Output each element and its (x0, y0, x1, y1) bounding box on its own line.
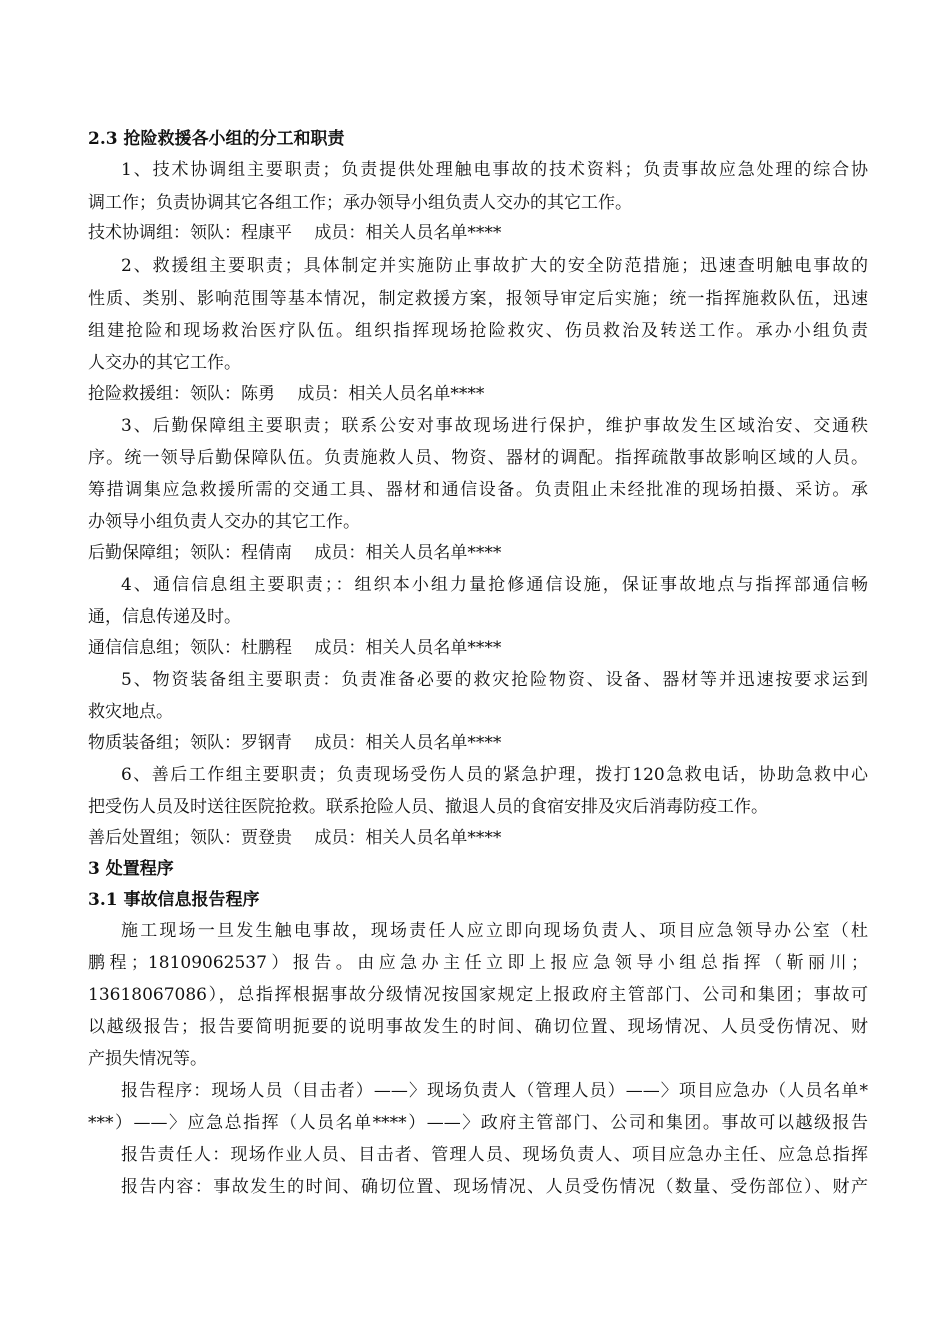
text-line: 后勤保障组；领队：程倩南 成员：相关人员名单**** (88, 543, 502, 563)
text-line: 2、救援组主要职责；具体制定并实施防止事故扩大的安全防范措施；迅速查明触电事故的 (121, 256, 868, 276)
text-line: 通，信息传递及时。 (88, 607, 241, 627)
section-heading: 3.1 事故信息报告程序 (88, 890, 260, 910)
text-line: 5、物资装备组主要职责：负责准备必要的救灾抢险物资、设备、器材等并迅速按要求运到 (121, 670, 868, 690)
text-line: ***）——〉应急总指挥（人员名单****）——〉政府主管部门、公司和集团。事故可以越级报告 (88, 1113, 868, 1133)
text-line: 办领导小组负责人交办的其它工作。 (88, 512, 360, 532)
text-line: 善后处置组；领队：贾登贵 成员：相关人员名单**** (88, 828, 502, 848)
section-heading: 3 处置程序 (88, 859, 174, 879)
section-heading: 2.3 抢险救援各小组的分工和职责 (88, 129, 345, 149)
text-line: 报告程序：现场人员（目击者）——〉现场负责人（管理人员）——〉项目应急办（人员名单* (121, 1081, 868, 1101)
text-line: 救灾地点。 (88, 702, 173, 722)
text-line: 13618067086），总指挥根据事故分级情况按国家规定上报政府主管部门、公司和集团；事故可 (88, 985, 868, 1005)
text-line: 组建抢险和现场救治医疗队伍。组织指挥现场抢险救灾、伤员救治及转送工作。承办小组负责 (88, 321, 868, 341)
text-line: 序。统一领导后勤保障队伍。负责施救人员、物资、器材的调配。指挥疏散事故影响区域的人员。 (88, 448, 868, 468)
text-line: 以越级报告；报告要简明扼要的说明事故发生的时间、确切位置、现场情况、人员受伤情况、财 (88, 1017, 868, 1037)
text-line: 施工现场一旦发生触电事故，现场责任人应立即向现场负责人、项目应急领导办公室（杜 (121, 921, 868, 941)
text-line: 报告内容：事故发生的时间、确切位置、现场情况、人员受伤情况（数量、受伤部位）、财产 (121, 1177, 868, 1197)
text-line: 技术协调组：领队：程康平 成员：相关人员名单**** (88, 223, 502, 243)
text-line: 通信信息组；领队：杜鹏程 成员：相关人员名单**** (88, 638, 502, 658)
text-line: 3、后勤保障组主要职责；联系公安对事故现场进行保护，维护事故发生区域治安、交通秩 (121, 416, 868, 436)
text-line: 1、技术协调组主要职责；负责提供处理触电事故的技术资料；负责事故应急处理的综合协 (121, 160, 868, 180)
text-line: 抢险救援组：领队：陈勇 成员：相关人员名单**** (88, 384, 485, 404)
text-line: 物质装备组；领队：罗钢青 成员：相关人员名单**** (88, 733, 502, 753)
text-line: 调工作；负责协调其它各组工作；承办领导小组负责人交办的其它工作。 (88, 193, 632, 213)
text-line: 鹏程；18109062537）报告。由应急办主任立即上报应急领导小组总指挥（靳丽川； (88, 953, 868, 973)
text-line: 报告责任人：现场作业人员、目击者、管理人员、现场负责人、项目应急办主任、应急总指挥 (121, 1145, 868, 1165)
text-line: 4、通信信息组主要职责；：组织本小组力量抢修通信设施，保证事故地点与指挥部通信畅 (121, 575, 868, 595)
text-line: 筹措调集应急救援所需的交通工具、器材和通信设备。负责阻止未经批准的现场拍摄、采访。承 (88, 480, 868, 500)
text-line: 产损失情况等。 (88, 1049, 207, 1069)
text-line: 人交办的其它工作。 (88, 353, 241, 373)
text-line: 6、善后工作组主要职责；负责现场受伤人员的紧急护理，拨打120急救电话，协助急救中心 (121, 765, 868, 785)
text-line: 性质、类别、影响范围等基本情况，制定救援方案，报领导审定后实施；统一指挥施救队伍，迅速 (88, 289, 868, 309)
text-line: 把受伤人员及时送往医院抢救。联系抢险人员、撤退人员的食宿安排及灾后消毒防疫工作。 (88, 797, 768, 817)
